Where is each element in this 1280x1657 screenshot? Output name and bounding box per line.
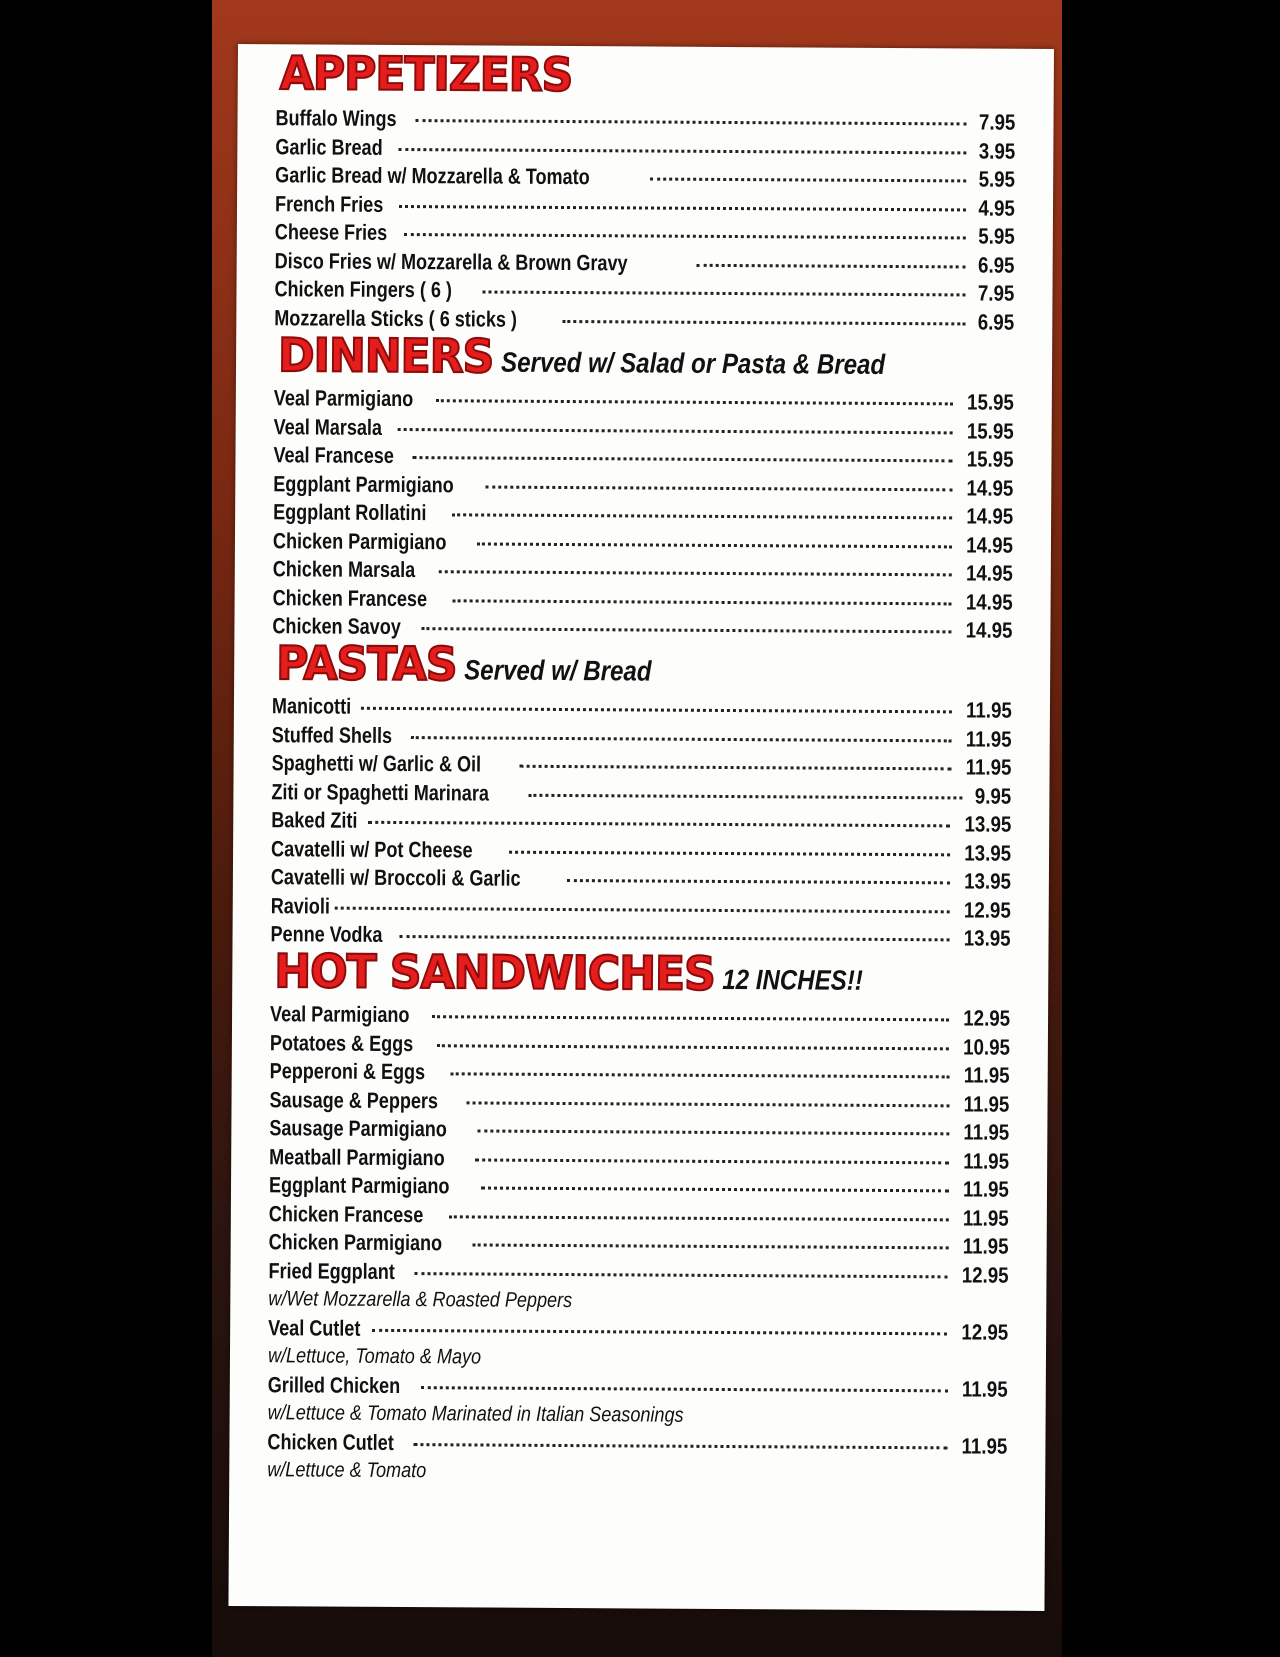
section-title: PASTAS xyxy=(276,636,457,692)
item-price: 12.95 xyxy=(963,896,1011,923)
item-price: 11.95 xyxy=(963,1204,1009,1231)
item-name: Chicken Fingers ( 6 ) xyxy=(274,276,453,303)
item-price: 10.95 xyxy=(963,1033,1010,1060)
item-name: Fried Eggplant xyxy=(268,1257,395,1284)
menu-item xyxy=(275,190,1015,223)
leader-dots xyxy=(421,627,951,633)
section-title: APPETIZERS xyxy=(279,46,573,103)
item-price: 11.95 xyxy=(963,1062,1010,1088)
menu-item xyxy=(271,892,1011,925)
leader-dots xyxy=(562,319,965,324)
section-subtitle: 12 INCHES!! xyxy=(722,963,864,996)
section-header-dinners xyxy=(277,328,948,384)
leader-dots xyxy=(529,793,963,799)
menu-item xyxy=(269,1171,1009,1204)
leader-dots xyxy=(412,456,952,462)
section-subtitle: Served w/ Salad or Pasta & Bread xyxy=(501,346,886,380)
item-price: 14.95 xyxy=(965,588,1013,615)
item-price: 14.95 xyxy=(965,560,1013,586)
item-name: Baked Ziti xyxy=(271,807,358,833)
item-price: 15.95 xyxy=(966,417,1014,444)
item-price: 14.95 xyxy=(966,531,1014,558)
item-name: Chicken Parmigiano xyxy=(272,527,447,554)
item-price: 12.95 xyxy=(961,1261,1009,1288)
item-name: Chicken Marsala xyxy=(272,556,416,583)
section-header-hot-sandwiches xyxy=(274,944,886,1002)
section-header-pastas xyxy=(276,636,682,692)
item-price: 11.95 xyxy=(966,697,1013,723)
item-price: 5.95 xyxy=(978,166,1016,192)
menu-item xyxy=(272,749,1012,782)
item-price: 3.95 xyxy=(978,138,1016,164)
leader-dots xyxy=(481,1187,949,1193)
leader-dots xyxy=(399,204,966,210)
item-price: 7.95 xyxy=(979,109,1016,135)
leader-dots xyxy=(453,599,952,605)
item-name: Chicken Cutlet xyxy=(267,1428,394,1455)
item-price: 11.95 xyxy=(961,1375,1008,1402)
item-price: 13.95 xyxy=(964,839,1012,866)
menu-item xyxy=(274,413,1014,446)
item-name: Stuffed Shells xyxy=(271,721,393,748)
item-name: Grilled Chicken xyxy=(267,1371,401,1398)
item-name: Spaghetti w/ Garlic & Oil xyxy=(271,750,482,777)
menu-item xyxy=(267,1428,1007,1461)
item-name: Meatball Parmigiano xyxy=(269,1143,445,1170)
menu-page xyxy=(228,44,1054,1611)
item-name: Penne Vodka xyxy=(270,921,383,947)
menu-item xyxy=(273,498,1013,531)
section-subtitle: Served w/ Bread xyxy=(464,654,652,687)
leader-dots xyxy=(414,1272,947,1278)
menu-item xyxy=(273,441,1013,474)
leader-dots xyxy=(410,736,951,742)
item-name: Buffalo Wings xyxy=(275,105,397,131)
leader-dots xyxy=(415,119,966,125)
item-name: Eggplant Rollatini xyxy=(273,499,427,526)
leader-dots xyxy=(697,263,966,268)
menu-item xyxy=(271,778,1011,811)
menu-item xyxy=(269,1200,1009,1233)
menu-item xyxy=(269,1086,1009,1119)
item-price: 6.95 xyxy=(978,252,1015,278)
menu-item xyxy=(275,218,1015,251)
menu-item xyxy=(270,1057,1010,1090)
menu-item xyxy=(274,384,1014,417)
item-price: 5.95 xyxy=(978,223,1015,249)
leader-dots xyxy=(451,1072,950,1078)
section-items-hot-sandwiches xyxy=(267,1000,1010,1489)
leader-dots xyxy=(432,1015,949,1021)
item-note: w/Wet Mozzarella & Roasted Peppers xyxy=(268,1287,573,1313)
leader-dots xyxy=(360,707,952,714)
item-price: 14.95 xyxy=(966,474,1014,501)
item-price: 14.95 xyxy=(965,617,1013,643)
menu-item xyxy=(268,1257,1008,1290)
item-name: Garlic Bread w/ Mozzarella & Tomato xyxy=(275,162,590,190)
item-name: Veal Parmigiano xyxy=(273,385,414,412)
section-header-appetizers xyxy=(279,46,573,103)
leader-dots xyxy=(472,1243,949,1249)
menu-item xyxy=(269,1143,1009,1176)
leader-dots xyxy=(399,935,949,941)
leader-dots xyxy=(373,1328,947,1335)
item-price: 4.95 xyxy=(978,195,1016,221)
leader-dots xyxy=(485,485,952,491)
leader-dots xyxy=(478,1129,950,1135)
item-name: Veal Francese xyxy=(273,442,394,468)
leader-dots xyxy=(368,821,950,828)
menu-item xyxy=(273,584,1013,617)
menu-item xyxy=(272,692,1012,725)
item-price: 13.95 xyxy=(964,811,1012,837)
item-price: 11.95 xyxy=(965,725,1012,752)
item-name: Chicken Francese xyxy=(268,1200,424,1227)
menu-item xyxy=(271,863,1011,896)
menu-item xyxy=(270,1029,1010,1062)
item-price: 12.95 xyxy=(963,1005,1011,1031)
menu-item xyxy=(273,555,1013,588)
item-name: Chicken Francese xyxy=(272,584,428,611)
item-name: French Fries xyxy=(274,190,384,217)
item-name: Eggplant Parmigiano xyxy=(273,470,454,497)
leader-dots xyxy=(467,1101,950,1107)
item-price: 11.95 xyxy=(962,1233,1009,1259)
item-price: 11.95 xyxy=(963,1147,1010,1174)
leader-dots xyxy=(438,570,951,576)
item-name: Sausage Parmigiano xyxy=(269,1115,447,1142)
item-name: Garlic Bread xyxy=(275,133,383,160)
item-name: Veal Parmigiano xyxy=(270,1001,410,1028)
leader-dots xyxy=(449,1215,949,1221)
item-name: Veal Marsala xyxy=(273,413,383,440)
leader-dots xyxy=(413,1443,947,1449)
item-price: 11.95 xyxy=(961,1432,1008,1459)
item-price: 9.95 xyxy=(974,783,1012,809)
leader-dots xyxy=(651,178,967,183)
item-name: Pepperoni & Eggs xyxy=(269,1058,426,1085)
item-name: Potatoes & Eggs xyxy=(269,1029,414,1056)
menu-item xyxy=(271,835,1011,868)
section-items-appetizers xyxy=(274,104,1015,337)
item-name: Ravioli xyxy=(270,892,330,919)
leader-dots xyxy=(436,399,953,405)
item-price: 13.95 xyxy=(964,868,1011,894)
item-name: Disco Fries w/ Mozzarella & Brown Gravy xyxy=(274,247,628,275)
menu-item xyxy=(272,721,1012,754)
item-name: Chicken Parmigiano xyxy=(268,1229,443,1256)
menu-item xyxy=(269,1114,1009,1147)
item-name: Sausage & Peppers xyxy=(269,1086,439,1113)
item-price: 15.95 xyxy=(966,389,1014,415)
menu-item xyxy=(275,133,1015,166)
item-price: 12.95 xyxy=(961,1318,1009,1345)
leader-dots xyxy=(404,233,966,239)
item-name: Mozzarella Sticks ( 6 sticks ) xyxy=(274,304,518,332)
menu-item xyxy=(271,806,1011,839)
item-name: Cavatelli w/ Broccoli & Garlic xyxy=(270,864,521,891)
leader-dots xyxy=(509,850,950,856)
menu-item xyxy=(268,1371,1008,1404)
item-price: 13.95 xyxy=(963,925,1011,951)
item-name: Veal Cutlet xyxy=(268,1314,361,1341)
leader-dots xyxy=(421,1386,948,1392)
item-price: 11.95 xyxy=(963,1176,1010,1202)
item-note: w/Lettuce, Tomato & Mayo xyxy=(267,1344,482,1369)
item-price: 7.95 xyxy=(978,280,1015,306)
leader-dots xyxy=(475,1158,949,1164)
item-name: Ziti or Spaghetti Marinara xyxy=(271,778,490,806)
menu-item xyxy=(274,275,1014,308)
leader-dots xyxy=(519,765,952,771)
section-title: HOT SANDWICHES xyxy=(274,944,715,1002)
menu-item xyxy=(275,247,1015,280)
item-price: 14.95 xyxy=(966,503,1014,529)
item-name: Cheese Fries xyxy=(274,219,388,245)
item-name: Eggplant Parmigiano xyxy=(268,1172,450,1199)
item-note: w/Lettuce & Tomato Marinated in Italian Seasonings xyxy=(267,1401,684,1427)
item-price: 6.95 xyxy=(977,309,1015,335)
leader-dots xyxy=(398,427,953,433)
leader-dots xyxy=(483,291,966,297)
leader-dots xyxy=(567,879,949,884)
item-price: 11.95 xyxy=(963,1090,1010,1117)
item-name: Manicotti xyxy=(271,693,352,719)
leader-dots xyxy=(437,1044,949,1050)
item-name: Cavatelli w/ Pot Cheese xyxy=(271,835,473,862)
section-title: DINNERS xyxy=(277,328,494,384)
leader-dots xyxy=(476,542,951,548)
menu-item xyxy=(270,1000,1010,1033)
menu-item xyxy=(273,470,1013,503)
menu-item xyxy=(275,104,1015,137)
leader-dots xyxy=(398,147,966,153)
item-name: Chicken Savoy xyxy=(272,613,401,640)
item-price: 15.95 xyxy=(966,446,1014,472)
leader-dots xyxy=(452,513,952,519)
menu-item xyxy=(269,1228,1009,1261)
leader-dots xyxy=(335,906,950,913)
menu-item xyxy=(275,161,1015,194)
menu-item xyxy=(268,1314,1008,1347)
section-items-pastas xyxy=(270,692,1012,953)
item-price: 11.95 xyxy=(965,754,1012,780)
item-price: 11.95 xyxy=(963,1119,1010,1145)
section-items-dinners xyxy=(272,384,1014,645)
menu-item xyxy=(273,527,1013,560)
item-note: w/Lettuce & Tomato xyxy=(267,1458,427,1483)
